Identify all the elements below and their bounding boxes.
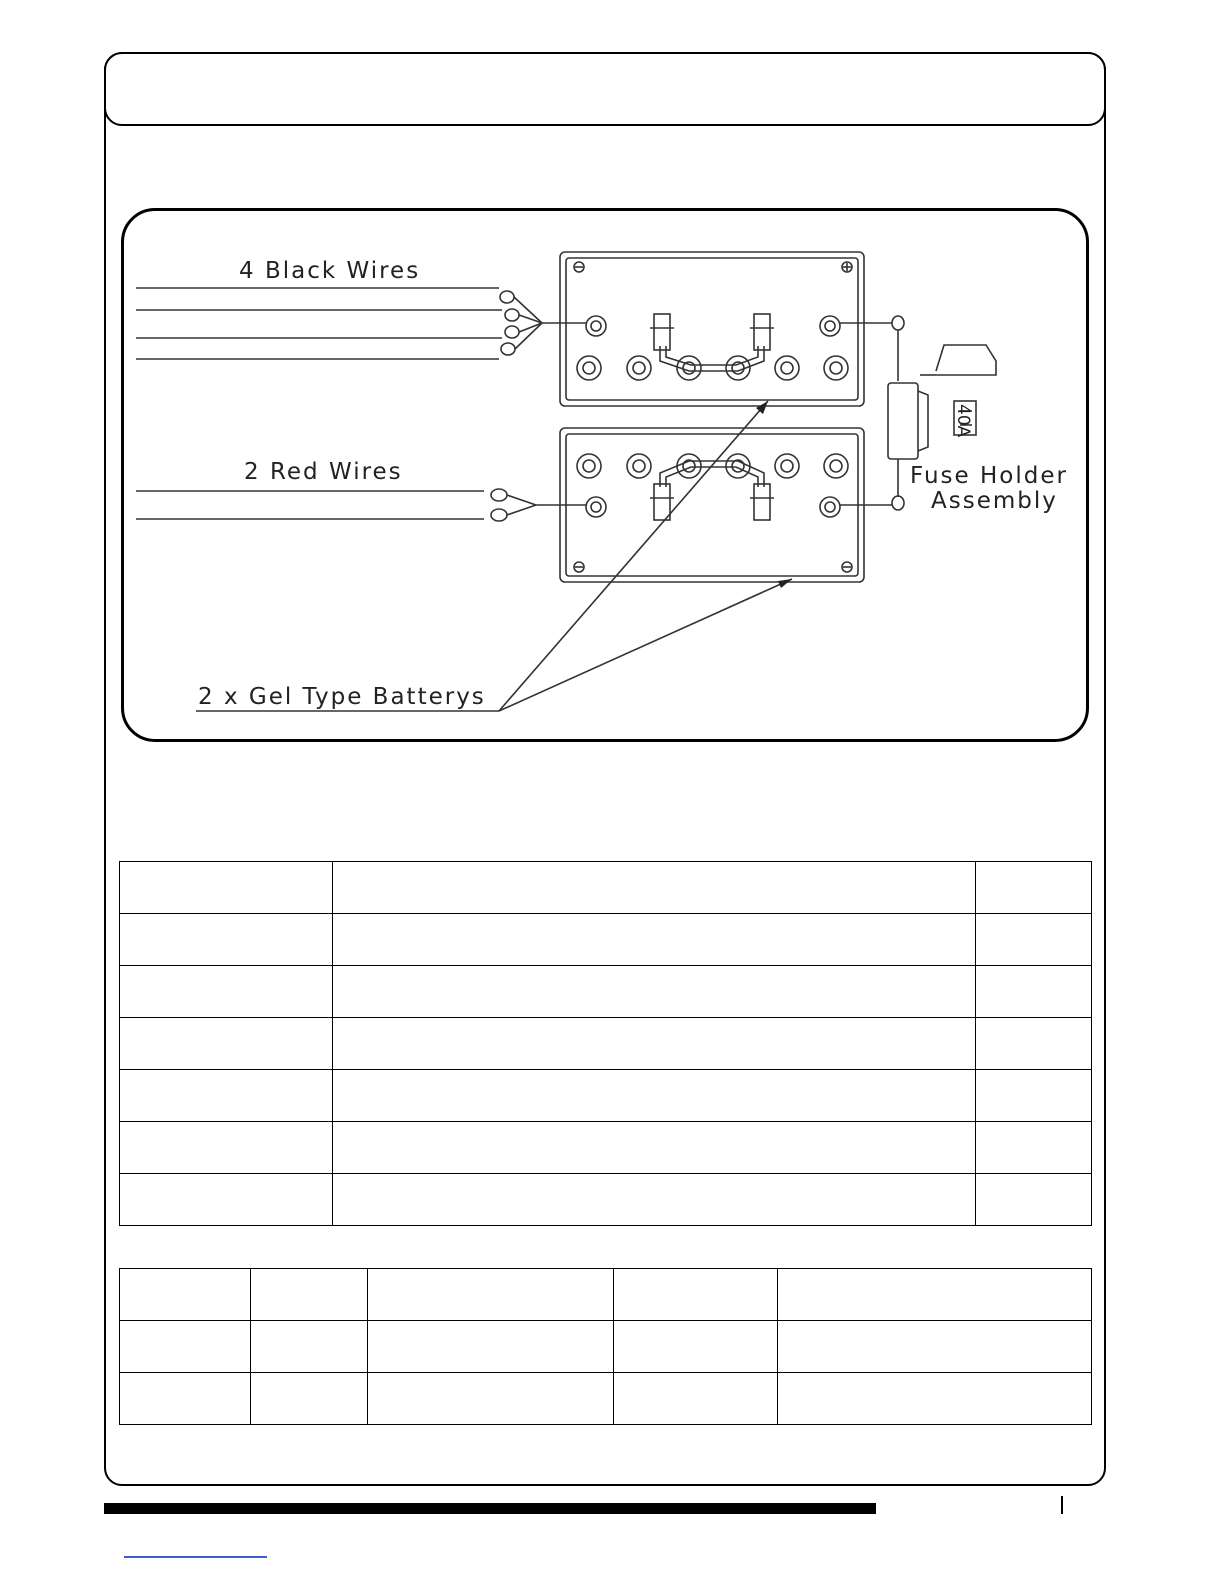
wiring-diagram [121, 208, 1089, 742]
table-cell [251, 1269, 368, 1321]
table-row [120, 1070, 1092, 1122]
parts-table [119, 1268, 1092, 1425]
table-cell [120, 1174, 333, 1226]
label-fuse-assembly: Assembly [931, 488, 1058, 514]
table-cell [976, 1174, 1092, 1226]
table-cell [333, 966, 976, 1018]
table-cell [614, 1321, 778, 1373]
table-cell [120, 1269, 251, 1321]
table-cell [120, 966, 333, 1018]
specification-table [119, 861, 1092, 1226]
black-wires [136, 288, 586, 359]
table-cell [778, 1373, 1092, 1425]
table-cell [368, 1321, 614, 1373]
table-cell [120, 1373, 251, 1425]
page-number-divider [1061, 1496, 1063, 1514]
footer-bar [104, 1503, 876, 1514]
table-cell [976, 1122, 1092, 1174]
table-cell [333, 1070, 976, 1122]
table-row [120, 914, 1092, 966]
table-row [120, 1018, 1092, 1070]
battery-top [560, 252, 864, 406]
footer-link[interactable] [124, 1556, 267, 1558]
table-row [120, 1122, 1092, 1174]
red-wires [136, 489, 586, 521]
table-cell [120, 862, 333, 914]
table-cell [333, 1174, 976, 1226]
table-cell [333, 1122, 976, 1174]
table-row [120, 1373, 1092, 1425]
table-row [120, 1174, 1092, 1226]
header-box [104, 52, 1106, 126]
table-row [120, 966, 1092, 1018]
table-cell [778, 1321, 1092, 1373]
table-cell [614, 1373, 778, 1425]
table-cell [251, 1321, 368, 1373]
label-red-wires: 2 Red Wires [244, 459, 403, 485]
table-cell [333, 914, 976, 966]
label-fuse-holder: Fuse Holder [910, 463, 1068, 489]
table-cell [976, 914, 1092, 966]
table-cell [368, 1269, 614, 1321]
table-cell [368, 1373, 614, 1425]
table-cell [614, 1269, 778, 1321]
table-cell [120, 1321, 251, 1373]
table-cell [251, 1373, 368, 1425]
table-cell [120, 1070, 333, 1122]
fuse-rating-label: 40A [953, 404, 973, 438]
table-cell [976, 862, 1092, 914]
table-cell [778, 1269, 1092, 1321]
table-cell [120, 1018, 333, 1070]
table-cell [976, 1070, 1092, 1122]
label-black-wires: 4 Black Wires [239, 258, 421, 284]
table-cell [120, 914, 333, 966]
table-cell [976, 1018, 1092, 1070]
table-cell [976, 966, 1092, 1018]
label-batteries: 2 x Gel Type Batterys [198, 684, 486, 710]
table-row [120, 1269, 1092, 1321]
table-row [120, 1321, 1092, 1373]
table-row [120, 862, 1092, 914]
table-cell [333, 862, 976, 914]
table-cell [333, 1018, 976, 1070]
table-cell [120, 1122, 333, 1174]
battery-callouts [196, 401, 792, 711]
battery-bottom [560, 428, 864, 582]
